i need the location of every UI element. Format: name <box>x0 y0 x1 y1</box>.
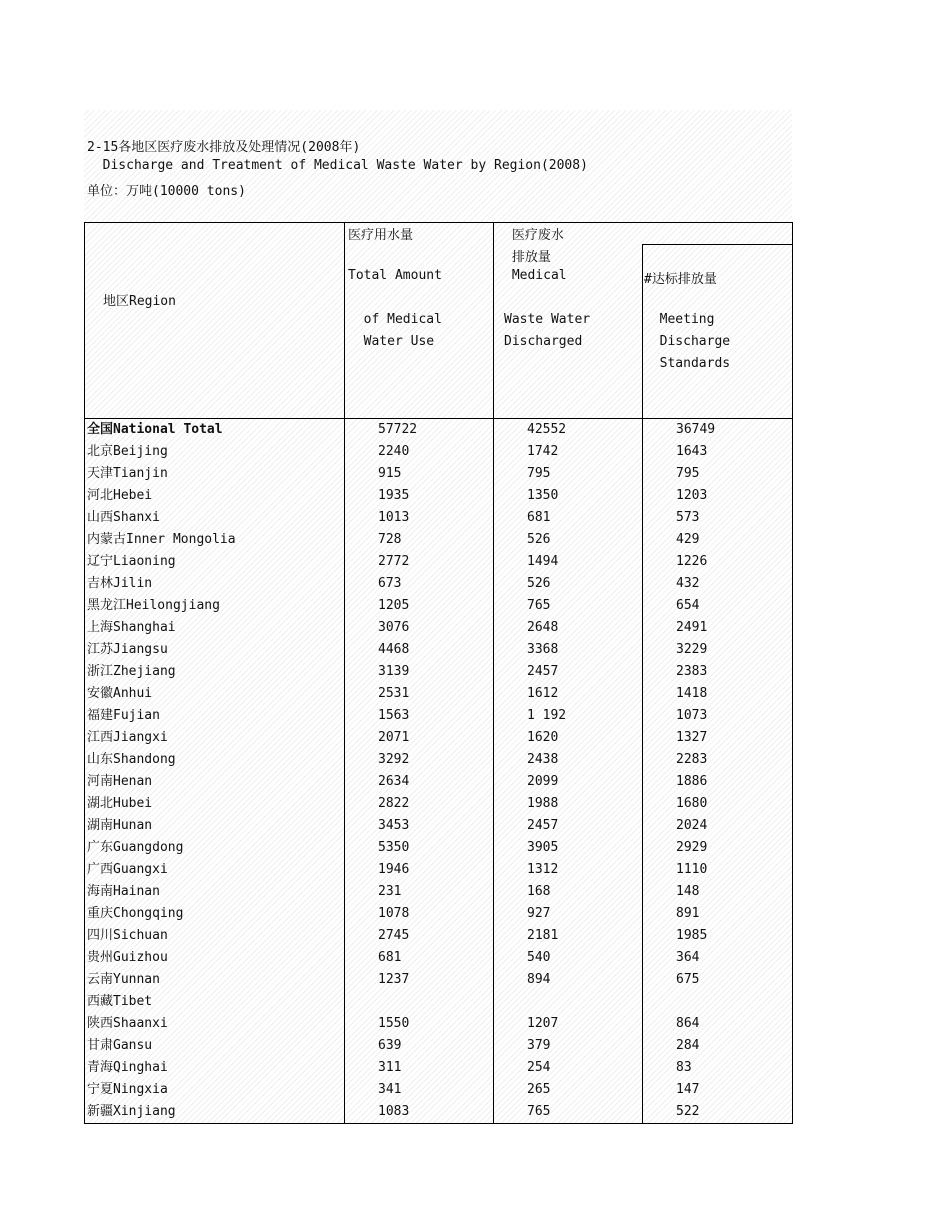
discharged-cell: 1742 <box>494 441 643 463</box>
water-use-cell: 1078 <box>345 903 494 925</box>
region-cell: 辽宁Liaoning <box>87 554 176 569</box>
standard-cell: 864 <box>643 1013 793 1035</box>
table-row <box>85 1101 793 1124</box>
discharged-cell: 42552 <box>494 419 643 442</box>
water-use-cell: 1083 <box>345 1101 494 1124</box>
discharged-cell: 1612 <box>494 683 643 705</box>
discharged-cell: 379 <box>494 1035 643 1057</box>
table-row <box>85 925 793 947</box>
water-use-cell: 341 <box>345 1079 494 1101</box>
standard-cell: 1886 <box>643 771 793 793</box>
header-region: 地区Region <box>85 223 345 419</box>
water-use-cell: 3453 <box>345 815 494 837</box>
discharged-cell: 927 <box>494 903 643 925</box>
standard-cell: 3229 <box>643 639 793 661</box>
region-cell: 广东Guangdong <box>87 840 184 855</box>
region-cell: 上海Shanghai <box>87 620 176 635</box>
standard-cell: 1110 <box>643 859 793 881</box>
region-cell: 江苏Jiangsu <box>87 642 168 657</box>
region-cell: 湖北Hubei <box>87 796 153 811</box>
standard-cell: 795 <box>643 463 793 485</box>
water-use-cell: 5350 <box>345 837 494 859</box>
water-use-cell: 1550 <box>345 1013 494 1035</box>
table-row <box>85 727 793 749</box>
table-row <box>85 617 793 639</box>
water-use-cell: 1205 <box>345 595 494 617</box>
table-row <box>85 639 793 661</box>
region-cell: 福建Fujian <box>87 708 160 723</box>
table-row <box>85 881 793 903</box>
water-use-cell: 728 <box>345 529 494 551</box>
table-row <box>85 771 793 793</box>
standard-cell: 2024 <box>643 815 793 837</box>
region-cell: 贵州Guizhou <box>87 950 168 965</box>
region-cell: 北京Beijing <box>87 444 168 459</box>
region-cell: 四川Sichuan <box>87 928 168 943</box>
standard-cell: 284 <box>643 1035 793 1057</box>
standard-cell: 891 <box>643 903 793 925</box>
standard-cell: 364 <box>643 947 793 969</box>
water-use-cell <box>345 991 494 1013</box>
discharged-cell: 265 <box>494 1079 643 1101</box>
region-cell: 广西Guangxi <box>87 862 168 877</box>
discharged-cell: 2438 <box>494 749 643 771</box>
water-use-cell: 2745 <box>345 925 494 947</box>
region-cell: 全国National Total <box>87 422 223 437</box>
discharged-cell: 254 <box>494 1057 643 1079</box>
table-row <box>85 705 793 727</box>
discharged-cell: 2457 <box>494 815 643 837</box>
data-table <box>84 222 793 1124</box>
water-use-cell: 2772 <box>345 551 494 573</box>
region-cell: 西藏Tibet <box>87 994 153 1009</box>
discharged-cell: 1988 <box>494 793 643 815</box>
unit-label: 单位：万吨(10000 tons) <box>87 184 246 199</box>
discharged-cell: 681 <box>494 507 643 529</box>
standard-cell: 2283 <box>643 749 793 771</box>
standard-cell: 83 <box>643 1057 793 1079</box>
table-row <box>85 573 793 595</box>
standard-cell: 1327 <box>643 727 793 749</box>
water-use-cell: 1013 <box>345 507 494 529</box>
region-cell: 云南Yunnan <box>87 972 160 987</box>
table-header <box>85 223 793 419</box>
discharged-cell: 168 <box>494 881 643 903</box>
standard-cell: 1680 <box>643 793 793 815</box>
table-row <box>85 1079 793 1101</box>
water-use-cell: 3292 <box>345 749 494 771</box>
table-row <box>85 749 793 771</box>
discharged-cell: 795 <box>494 463 643 485</box>
standard-cell: 1985 <box>643 925 793 947</box>
table-row <box>85 815 793 837</box>
region-cell: 天津Tianjin <box>87 466 168 481</box>
table-row <box>85 947 793 969</box>
discharged-cell: 1350 <box>494 485 643 507</box>
table-row <box>85 507 793 529</box>
region-cell: 陕西Shaanxi <box>87 1016 168 1031</box>
discharged-cell <box>494 991 643 1013</box>
water-use-cell: 311 <box>345 1057 494 1079</box>
table-row <box>85 595 793 617</box>
header-divider <box>642 244 793 245</box>
standard-cell: 573 <box>643 507 793 529</box>
header-water-use: 医疗用水量 Total Amount of Medical Water Use <box>345 223 494 419</box>
discharged-cell: 3905 <box>494 837 643 859</box>
water-use-cell: 1946 <box>345 859 494 881</box>
region-cell: 江西Jiangxi <box>87 730 168 745</box>
water-use-cell: 3139 <box>345 661 494 683</box>
standard-cell <box>643 991 793 1013</box>
table-row <box>85 837 793 859</box>
water-use-cell: 3076 <box>345 617 494 639</box>
discharged-cell: 1312 <box>494 859 643 881</box>
region-cell: 山东Shandong <box>87 752 176 767</box>
table-row <box>85 991 793 1013</box>
water-use-cell: 231 <box>345 881 494 903</box>
discharged-cell: 1207 <box>494 1013 643 1035</box>
discharged-cell: 526 <box>494 529 643 551</box>
water-use-cell: 1935 <box>345 485 494 507</box>
region-cell: 浙江Zhejiang <box>87 664 176 679</box>
table-row <box>85 1057 793 1079</box>
region-cell: 山西Shanxi <box>87 510 160 525</box>
region-cell: 黑龙江Heilongjiang <box>87 598 220 613</box>
standard-cell: 522 <box>643 1101 793 1124</box>
table-row <box>85 859 793 881</box>
water-use-cell: 915 <box>345 463 494 485</box>
table-row <box>85 661 793 683</box>
water-use-cell: 2071 <box>345 727 494 749</box>
discharged-cell: 894 <box>494 969 643 991</box>
standard-cell: 147 <box>643 1079 793 1101</box>
standard-cell: 432 <box>643 573 793 595</box>
discharged-cell: 540 <box>494 947 643 969</box>
water-use-cell: 673 <box>345 573 494 595</box>
table-row <box>85 969 793 991</box>
region-cell: 内蒙古Inner Mongolia <box>87 532 236 547</box>
region-cell: 湖南Hunan <box>87 818 153 833</box>
header-divider-vertical <box>642 244 643 419</box>
water-use-cell: 2531 <box>345 683 494 705</box>
standard-cell: 654 <box>643 595 793 617</box>
region-cell: 河南Henan <box>87 774 153 789</box>
standard-cell: 1643 <box>643 441 793 463</box>
water-use-cell: 1237 <box>345 969 494 991</box>
spreadsheet <box>84 110 792 1124</box>
water-use-cell: 2822 <box>345 793 494 815</box>
discharged-cell: 3368 <box>494 639 643 661</box>
standard-cell: 1073 <box>643 705 793 727</box>
water-use-cell: 2634 <box>345 771 494 793</box>
standard-cell: 2383 <box>643 661 793 683</box>
discharged-cell: 2648 <box>494 617 643 639</box>
discharged-cell: 2099 <box>494 771 643 793</box>
header-discharged-group: 医疗废水 排放量 Medical Waste Water Discharged #达标排放量 Meeting Discharge Standards <box>494 223 793 419</box>
table-row <box>85 551 793 573</box>
region-cell: 安徽Anhui <box>87 686 153 701</box>
title-chinese: 2-15各地区医疗废水排放及处理情况(2008年) <box>87 140 361 155</box>
table-row <box>85 419 793 442</box>
region-cell: 河北Hebei <box>87 488 153 503</box>
table-row <box>85 1035 793 1057</box>
water-use-cell: 4468 <box>345 639 494 661</box>
region-cell: 新疆Xinjiang <box>85 1101 345 1124</box>
standard-cell: 2929 <box>643 837 793 859</box>
header-standard: #达标排放量 <box>644 272 717 287</box>
title-english: Discharge and Treatment of Medical Waste Water by Region(2008) <box>87 158 588 173</box>
water-use-cell: 2240 <box>345 441 494 463</box>
table-row <box>85 1013 793 1035</box>
region-cell: 宁夏Ningxia <box>87 1082 168 1097</box>
table-row <box>85 485 793 507</box>
standard-cell: 148 <box>643 881 793 903</box>
region-cell: 青海Qinghai <box>87 1060 168 1075</box>
standard-cell: 1203 <box>643 485 793 507</box>
discharged-cell: 1494 <box>494 551 643 573</box>
water-use-cell: 1563 <box>345 705 494 727</box>
water-use-cell: 639 <box>345 1035 494 1057</box>
water-use-cell: 57722 <box>345 419 494 442</box>
discharged-cell: 765 <box>494 1101 643 1124</box>
table-row <box>85 441 793 463</box>
standard-cell: 1226 <box>643 551 793 573</box>
table-row <box>85 683 793 705</box>
region-cell: 重庆Chongqing <box>87 906 184 921</box>
discharged-cell: 2181 <box>494 925 643 947</box>
standard-cell: 429 <box>643 529 793 551</box>
region-cell: 吉林Jilin <box>87 576 153 591</box>
discharged-cell: 2457 <box>494 661 643 683</box>
standard-cell: 675 <box>643 969 793 991</box>
standard-cell: 1418 <box>643 683 793 705</box>
discharged-cell: 765 <box>494 595 643 617</box>
title-block <box>84 110 792 222</box>
standard-cell: 2491 <box>643 617 793 639</box>
discharged-cell: 1 192 <box>494 705 643 727</box>
discharged-cell: 1620 <box>494 727 643 749</box>
table-row <box>85 903 793 925</box>
standard-cell: 36749 <box>643 419 793 442</box>
region-cell: 甘肃Gansu <box>87 1038 153 1053</box>
table-row <box>85 529 793 551</box>
region-cell: 海南Hainan <box>87 884 160 899</box>
water-use-cell: 681 <box>345 947 494 969</box>
table-row <box>85 793 793 815</box>
discharged-cell: 526 <box>494 573 643 595</box>
table-row <box>85 463 793 485</box>
